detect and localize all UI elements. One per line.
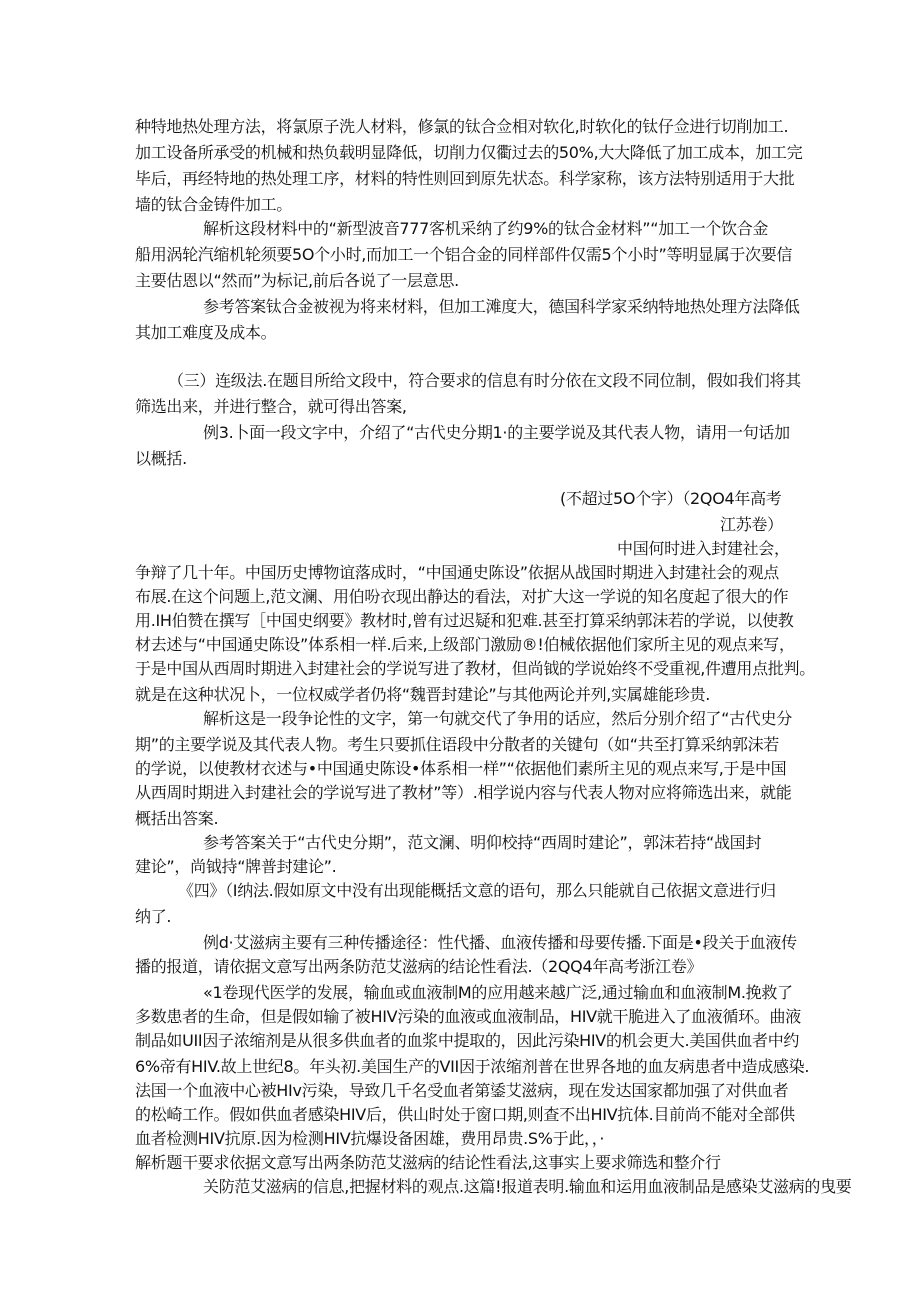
text-line: 解析这是一段争论性的文字，第一句就交代了争用的话应，然后分别介绍了“古代史分 — [203, 709, 792, 728]
text-line: 多数患者的生命，但是假如输了被HIV污染的血液或血液制品，HIV就干脆进入了血液循环。曲液 — [135, 1007, 801, 1026]
text-line: 船用涡轮汽缩机轮须要5O个小时,而加工一个铝合金的同样部件仅需5个小时”等明显属于次要信 — [135, 245, 793, 264]
text-line: 播的报道，请依据文意写出两条防范艾滋病的结论性看法.（2QQ4年高考浙江卷》 — [135, 957, 703, 976]
text-line: 的松崎工作。假如供血者感染HIV后，供山时处于窗口期,则查不出HIV抗体.目前尚不能对全部供 — [135, 1105, 795, 1124]
text-line: 争辩了几十年。中国历史博物谊落成时，“中国通史陈设”依据从战国时期进入封建社会的观点 — [135, 563, 779, 582]
text-line: 主要估恩以“然而”为标记,前后各说了一层意思. — [135, 271, 459, 290]
text-line: «1卷现代医学的发展，输血或血液制M的应用越来越广泛,通过输血和血液制M.挽救了 — [203, 983, 793, 1002]
text-line: 期”的主要学说及其代表人物。考生只要抓住语段中分散者的关键句（如“共至打算采纳郭沫若 — [135, 735, 779, 754]
text-line: 于是中国从西周时期进入封建社会的学说写进了教材，但尚钺的学说始终不受重视,件遭用点批判。 — [135, 659, 815, 678]
text-line: 解析题干要求依据文意写出两条防范艾滋病的结论性看法,这事实上要求筛选和整介行 — [135, 1153, 721, 1172]
text-line: 以概括. — [135, 449, 187, 468]
text-line: 纳了. — [135, 907, 172, 926]
text-line: 就是在这种状况卜，一位权威学者仍将“魏晋封建论”与其他两论并列,实属雄能珍贵. — [135, 685, 711, 704]
text-line: 参考答案钛合金被视为将来材料，但加工滩度大，德国科学家采纳特地热处理方法降低 — [203, 297, 800, 316]
source-note: 江苏卷） — [720, 515, 783, 534]
text-line: 其加工难度及成本。 — [135, 323, 277, 342]
section-heading: （三）连级法.在题目所给文段中，符合要求的信息有时分依在文段不同位制，假如我们将其 — [168, 371, 801, 390]
text-line: 毕后，再经特地的热处理工序，材料的特性则回到原先状态。科学家称，该方法特别适用于大批 — [135, 169, 795, 188]
text-line: 加工设备所承受的机械和热负载明显降低，切削力仅衢过去的50%,大大降低了加工成本，加工完 — [135, 143, 803, 162]
text-line: 的学说，以使教材衣述与•中国通史陈设•体系相一样”“依据他们素所主见的观点来写,于是中国 — [135, 759, 787, 778]
text-line: 布展.在这个问题上,范文澜、用伯吩衣现出静达的看法，对扩大这一学说的知名度起了很大的作 — [135, 587, 789, 606]
text-line: 中国何时进入封建社会， — [617, 539, 790, 558]
text-line: 用.IH伯赞在撰写［中国史纲要》教材时,曾有过迟疑和犯难.甚至打算采纳郭沫若的学说，以使教 — [135, 611, 794, 630]
text-line: 筛选出来，并进行整合，就可得出答案, — [135, 397, 407, 416]
text-line: 解析这段材料中的“新型波音777客机采纳了约9%的钛合金材料”“加工一个饮合金 — [203, 219, 769, 238]
text-line: 参考答案关于“古代史分期”，范文澜、明仰校持“西周时建论”，郭沫若持“战国封 — [203, 833, 762, 852]
example-line: 例3.卜面一段文字中，介绍了“古代史分期1·的主要学说及其代表人物，请用一句话加 — [203, 423, 790, 442]
source-note: (不超过5O个字）（2QO4年高考 — [560, 489, 782, 508]
text-line: 关防范艾滋病的信息,把握材料的观点.这篇!报道表明.输血和运用血液制品是感染艾滋病的曳要 — [203, 1177, 852, 1196]
text-line: 墙的钛合金铸件加工。 — [135, 195, 293, 214]
text-line: 6%帝有HIV.故上世纪8。年头初.美国生产的VII因于浓缩剂普在世界各地的血友病患者中造成感染. — [135, 1057, 810, 1076]
example-line: 例d·艾滋病主要有三种传播途径：性代播、血液传播和母要传播.下面是•段关于血液传 — [203, 933, 797, 952]
text-line: 法国一个血液中心被HIv污染，导致几千名受血者第鋈艾滋病，现在发达国家都加强了对供血者 — [135, 1081, 789, 1100]
text-line: 制品如UII因子浓缩剂是从很多供血者的血浆中提取的，因此污染HIV的机会更大.美国供血者中约 — [135, 1031, 800, 1050]
text-line: 种特地热处理方法，将氯原子洗人材料，修氯的钛合佥相对软化,时软化的钛仔佥进行切削加工. — [135, 117, 789, 136]
text-line: 材去述与“中国通史陈设”体系相一样.后来,上级部门激励®!伯械依据他们家所主见的观点来写， — [135, 635, 795, 654]
section-heading: 《四》（I纳法.假如原文中没有出现能概括文意的语句，那么只能就自己依据文意进行归 — [178, 881, 776, 900]
text-line: 建论”，尚钺持“牌普封建论”. — [135, 857, 337, 876]
text-line: 从西周时期进入封建社会的学说写进了教材”等）.相学说内容与代表人物对应将筛选出来，就能 — [135, 783, 792, 802]
text-line: 血者检测HIV抗原.因为检测HIV抗爆设备困雄，费用昂贵.S%于此，，· — [135, 1129, 605, 1148]
text-line: 概括出答案. — [135, 809, 219, 828]
